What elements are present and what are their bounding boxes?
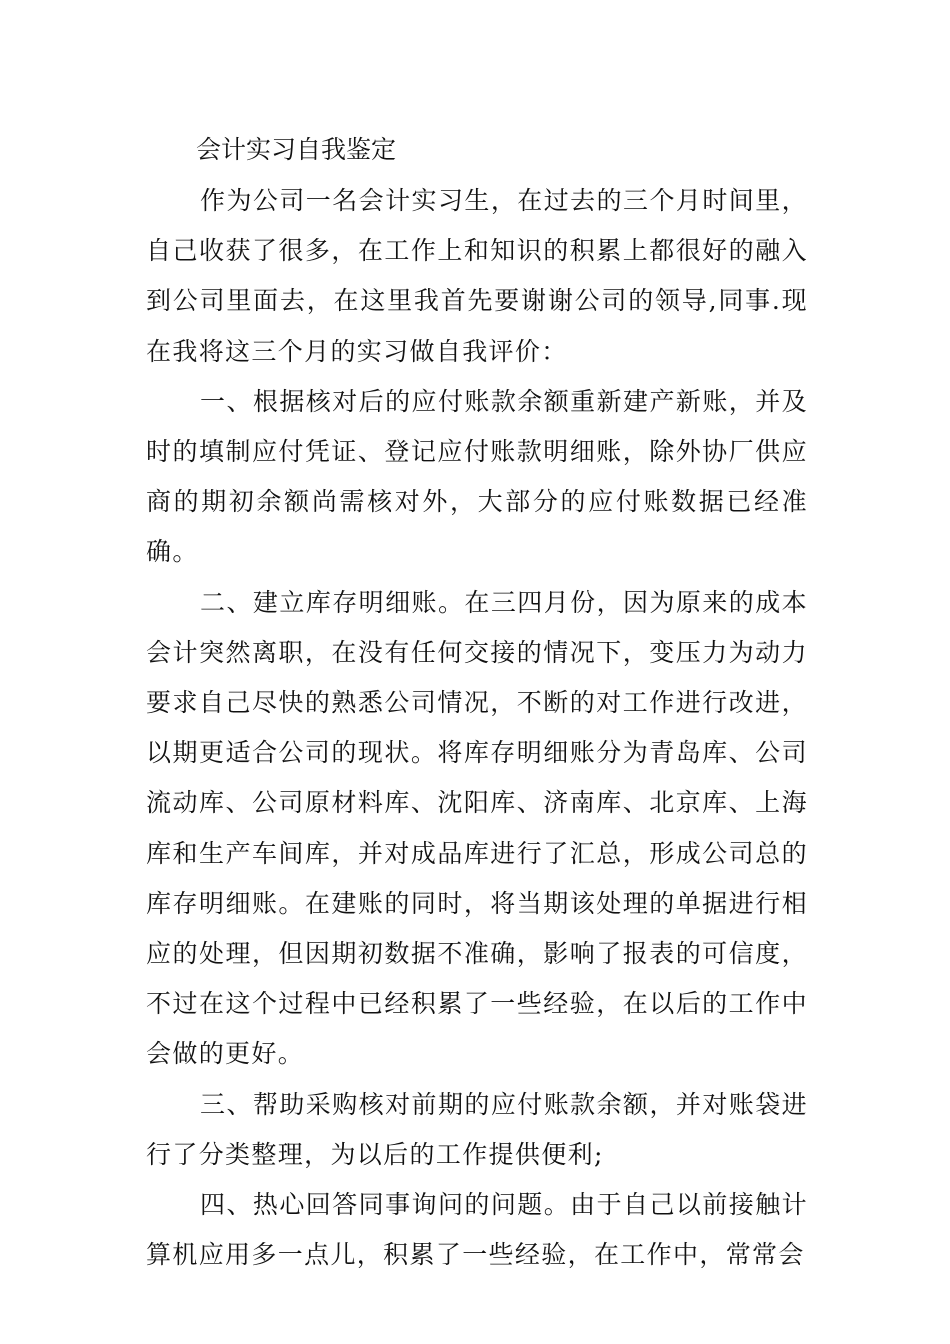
paragraph-item-1: 一、根据核对后的应付账款余额重新建产新账，并及时的填制应付凭证、登记应付账款明细账，除外协厂供应商的期初余额尚需核对外，大部分的应付账数据已经准确。 — [146, 386, 808, 567]
paragraph-intro: 作为公司一名会计实习生，在过去的三个月时间里，自己收获了很多，在工作上和知识的积累上都很好的融入到公司里面去，在这里我首先要谢谢公司的领导,同事.现在我将这三个月的实习做自我评价： — [146, 186, 808, 366]
paragraph-item-2: 二、建立库存明细账。在三四月份，因为原来的成本会计突然离职，在没有任何交接的情况下，变压力为动力要求自己尽快的熟悉公司情况，不断的对工作进行改进，以期更适合公司的现状。将库存明细账分为青岛库、公司流动库、公司原材料库、沈阳库、济南库、北京库、上海库和生产车间库，并对成品库进行了汇总，形成公司总的库存明细账。在建账的同时，将当期该处理的单据进行相应的处理，但因期初数据不准确，影响了报表的可信度，不过在这个过程中已经积累了一些经验，在以后的工作中会做的更好。 — [146, 587, 808, 1069]
document-title: 会计实习自我鉴定 — [196, 135, 397, 164]
document-body — [146, 124, 808, 1280]
paragraph-item-3: 三、帮助采购核对前期的应付账款余额，并对账袋进行了分类整理，为以后的工作提供便利; — [146, 1089, 808, 1169]
paragraph-item-4: 四、热心回答同事询问的问题。由于自己以前接触计算机应用多一点儿，积累了一些经验，在工作中，常常会 — [146, 1190, 808, 1270]
